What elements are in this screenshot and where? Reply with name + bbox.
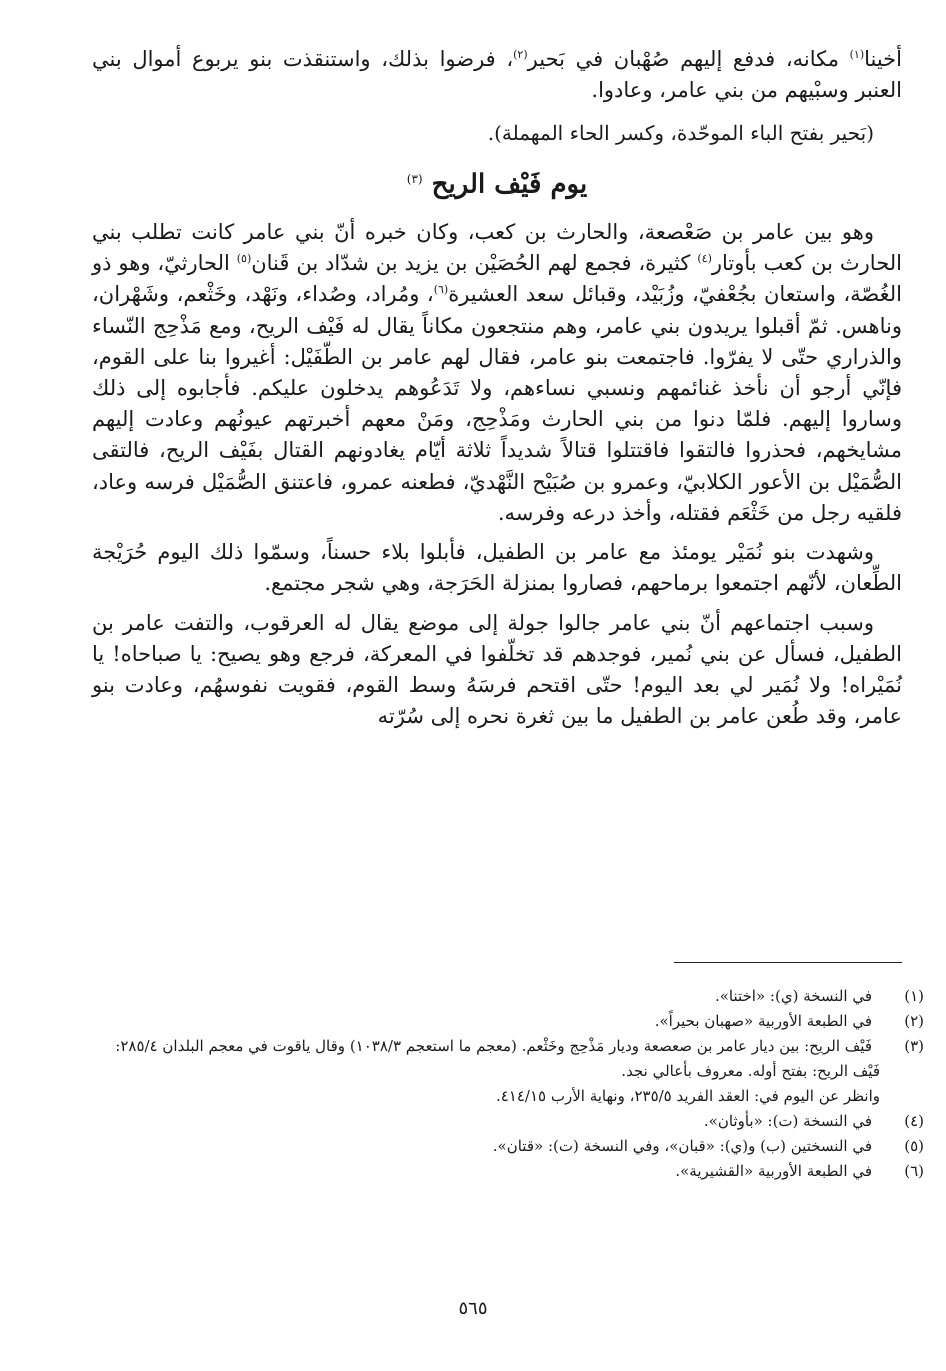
footnote-text: في الطبعة الأوربية «القشيرية».	[675, 1162, 872, 1180]
text-run: مكانه، فدفع إليهم صُهْبان في بَحير	[527, 47, 850, 71]
footnote-divider	[674, 962, 902, 963]
text-run: ، فرضوا بذلك، واستنقذت بنو يربوع أموال بني العنبر وسبْيهم من بني عامر، وعادوا.	[92, 47, 902, 103]
footnote-number: (١)	[904, 987, 924, 1005]
page-number: ٥٦٥	[458, 1298, 488, 1319]
footnote-text: في النسخة (ت): «بأوثان».	[703, 1112, 872, 1130]
footnote-ref: (٤)	[697, 252, 712, 266]
footnote-text: في النسختين (ب) و(ي): «قبان»، وفي النسخة (ت): «قتان».	[492, 1137, 872, 1155]
text-run: أخينا	[864, 47, 902, 71]
footnotes	[92, 984, 924, 1184]
footnote-number: (٥)	[904, 1137, 924, 1155]
text-run: وهو بين عامر بن صَعْصعة، والحارث بن كعب، وكان خبره أنّ بني عامر كانت تطلب بني الحارث بن كعب بأوتار	[92, 220, 902, 276]
footnote-ref: (٢)	[513, 48, 528, 61]
body-paragraph-1	[92, 217, 902, 529]
footnote-text: فَيْف الريح: بين ديار عامر بن صعصعة وديار مَذْحِج وخَثْعم. (معجم ما استعجم ١٠٣٨/٣) وقال ياقوت في معجم البلدان ٢٨٥/٤: فَيْف الريح: بفتح أوله. معروف بأعالي نجد.	[115, 1037, 880, 1080]
footnote-6	[92, 1159, 924, 1184]
footnote-1	[92, 984, 924, 1009]
footnote-number: (٢)	[904, 1012, 924, 1030]
text-run: الحارثيّ، وهو ذو الغُصّة، واستعان بجُعْفيّ، وزُبَيْد، وقبائل سعد العشيرة	[92, 251, 902, 307]
footnote-ref: (١)	[849, 48, 865, 61]
text-run: كثيرة، فجمع لهم الحُصَيْن بن يزيد بن شدّاد بن قَنان	[251, 251, 698, 276]
body-paragraph-3: وسبب اجتماعهم أنّ بني عامر جالوا جولة إلى موضع يقال له العرقوب، والتفت عامر بن الطفيل، فسأل عن بني نُمير، فوجدهم قد تخلّفوا في المعركة، فرجع وهو يصيح: يا صباحاه! يا نُمَيْراه! ولا نُمَير لي بعد اليوم! حتّى اقتحم فرسَهُ وسط القوم، فقويت نفوسهُم، وعادت بنو عامر، وقد طُعن عامر بن الطفيل ما بين ثغرة نحره إلى سُرّته	[92, 610, 902, 729]
footnote-ref: (٣)	[406, 172, 423, 187]
footnote-number: (٤)	[904, 1112, 924, 1130]
main-text	[92, 44, 902, 732]
heading-title: يوم فَيْف الريح	[431, 170, 588, 201]
footnote-text: في النسخة (ي): «اختنا».	[714, 987, 872, 1005]
footnote-text-continued: وانظر عن اليوم في: العقد الفريد ٢٣٥/٥، ونهاية الأرب ٤١٤/١٥.	[495, 1087, 880, 1105]
top-paragraph	[92, 44, 902, 106]
footnote-ref: (٦)	[433, 283, 449, 297]
footnote-number: (٣)	[904, 1037, 924, 1055]
footnote-number: (٦)	[904, 1162, 924, 1180]
section-heading	[92, 159, 902, 205]
footnote-text: في الطبعة الأوربية «صهبان بحيراً».	[654, 1012, 872, 1030]
body-paragraph-2: وشهدت بنو نُمَيْر يومئذ مع عامر بن الطفيل، فأبلوا بلاء حسناً، وسمّوا ذلك اليوم حُرَيْجة الطِّعان، لأنّهم اجتمعوا برماحهم، فصاروا بمنزلة الحَرَجة، وهي شجر مجتمع.	[92, 540, 902, 596]
footnote-3	[92, 1034, 924, 1109]
footnote-4	[92, 1109, 924, 1134]
vocalization-note: (بَحير بفتح الباء الموحّدة، وكسر الحاء المهملة).	[487, 121, 874, 146]
text-run: ، ومُراد، وصُداء، ونَهْد، وخَثْعم، وشَهْران، وناهس. ثمّ أقبلوا يريدون بني عامر، وهم منتجعون مكاناً يقال له فَيْف الريح، ومع مَذْحِج النّساء والذراري حتّى لا يفرّوا. فاجتمعت بنو عامر، فقال لهم عامر بن الطّفَيْل: أغيروا بنا على القوم، فإنّي أرجو أن نأخذ غنائمهم ونسبي نساءهم، ولا تَدَعُوهم يدخلون عليكم. فأجابوه إلى ذلك وساروا إليهم. فلمّا دنوا من بني الحارث ومَذْحِج، ومَنْ معهم أخبرتهم عيونُهم وعادت إليهم مشايخهم، فحذروا فالتقوا فاقتتلوا قتالاً شديداً ثلاثة أيّام يغادونهم القتال بفَيْف الريح، فالتقى الصُّمَيْل بن الأعور الكلابيّ، وعمرو بن صُبَيْح النَّهْديّ، فطعنه عمرو، فاعتنق الصُّمَيْل فرسه وعاد، فلقيه رجل من خَثْعَم فقتله، وأخذ درعه وفرسه.	[92, 282, 902, 525]
footnote-5	[92, 1134, 924, 1159]
footnote-ref: (٥)	[236, 252, 252, 266]
footnote-2	[92, 1009, 924, 1034]
